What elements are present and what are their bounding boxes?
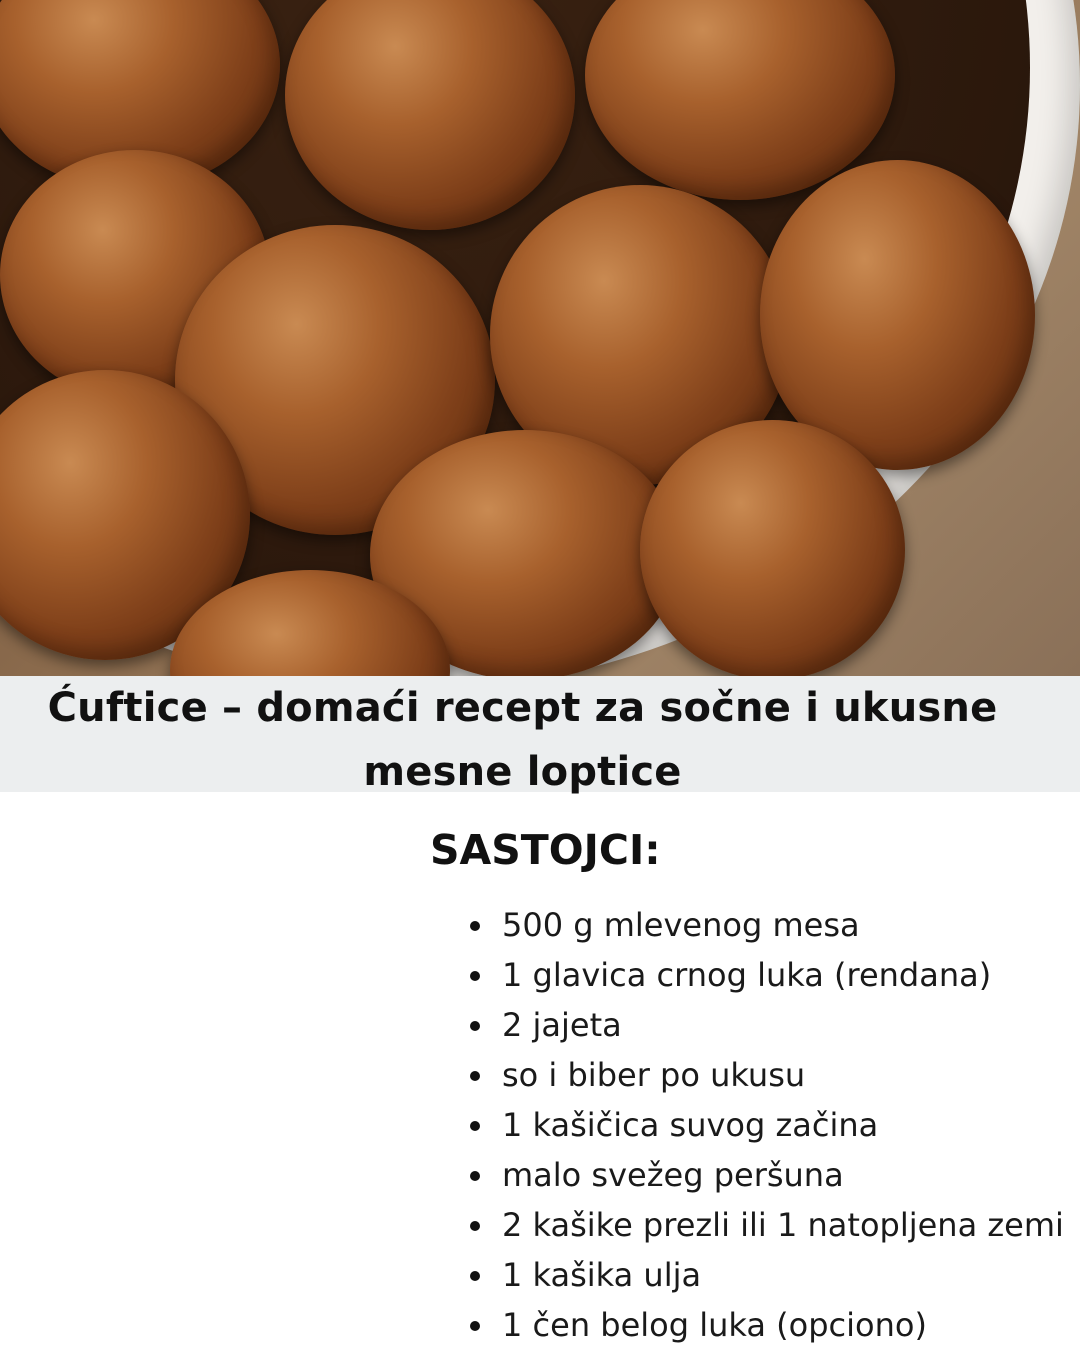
ingredient-item: so i biber po ukusu [470,1050,1080,1100]
ingredient-item: 500 g mlevenog mesa [470,900,1080,950]
ingredient-item: 1 čen belog luka (opciono) [470,1300,1080,1350]
ingredients-heading: SASTOJCI: [430,826,661,874]
ingredients-list [470,900,1080,1350]
recipe-title: Ćuftice – domaći recept za sočne i ukusne mesne loptice [47,685,998,795]
ingredient-item: 2 jajeta [470,1000,1080,1050]
ingredient-item: malo svežeg peršuna [470,1150,1080,1200]
ingredient-item: 1 kašika ulja [470,1250,1080,1300]
ingredient-item: 2 kašike prezli ili 1 natopljena zemi [470,1200,1080,1250]
ingredient-item: 1 glavica crnog luka (rendana) [470,950,1080,1000]
meatball [640,420,905,676]
ingredient-item: 1 kašičica suvog začina [470,1100,1080,1150]
